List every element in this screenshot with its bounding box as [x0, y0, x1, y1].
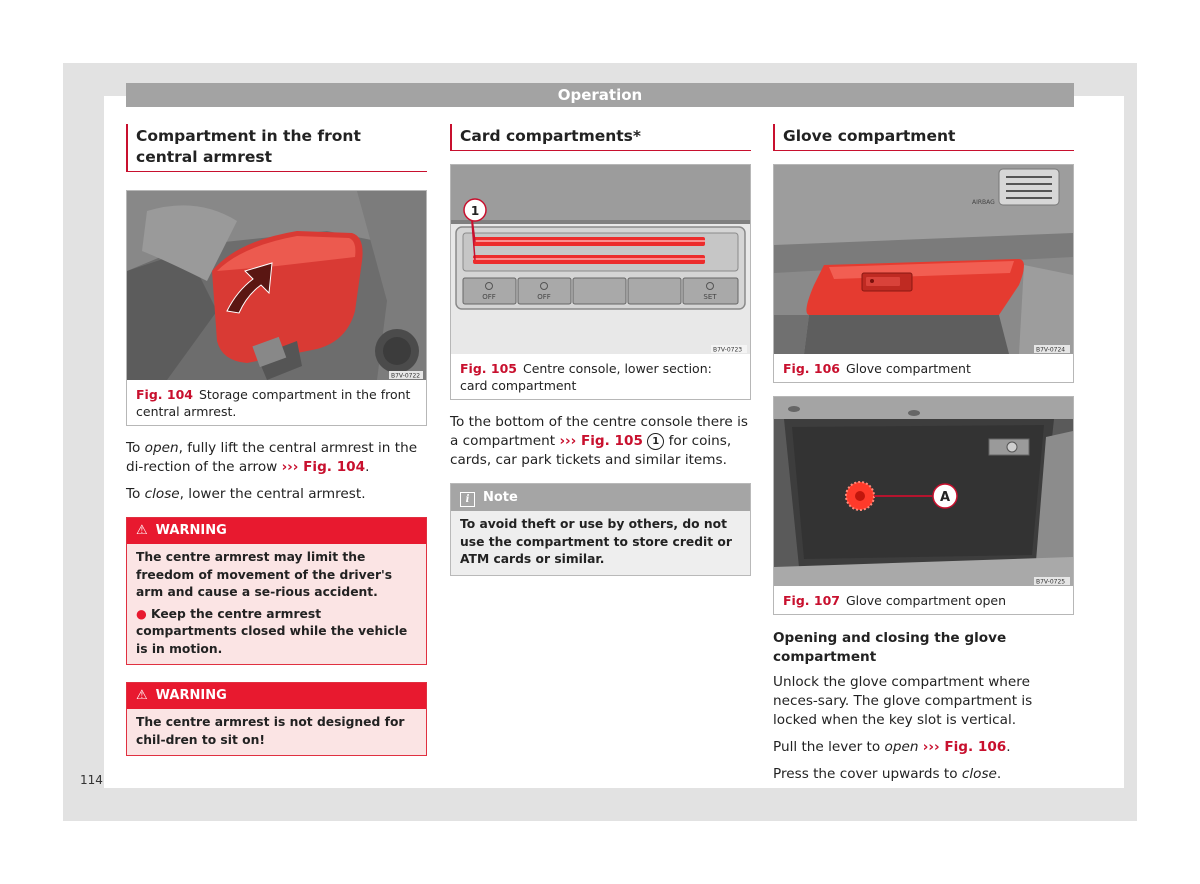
warning-body — [127, 709, 426, 755]
figure-label: Fig. 104 — [136, 387, 193, 402]
bullet-icon: ● — [136, 606, 152, 621]
figure-code-105: B7V-0723 — [713, 346, 743, 354]
glove-compartment-open-image — [774, 397, 1073, 586]
note-text: To avoid theft or use by others, do not use the compartment to store credit or ATM cards or similar. — [460, 517, 732, 566]
figure-106 — [773, 164, 1074, 383]
figure-reference-link[interactable]: ››› Fig. 105 — [559, 433, 643, 449]
figure-code-104: B7V-0722 — [391, 372, 421, 380]
column-card-compartments — [450, 124, 751, 576]
figure-caption-106 — [774, 354, 1073, 382]
text: . — [1006, 739, 1011, 755]
figure-caption-text: Storage compartment in the front central armrest. — [136, 387, 411, 419]
text-emphasis: close — [144, 486, 180, 502]
armrest-image — [127, 191, 426, 380]
page-number: 114 — [80, 773, 103, 787]
button-label: OFF — [537, 293, 551, 301]
figure-caption-text: Glove compartment — [845, 361, 971, 376]
sub-heading-opening: Opening and closing the glove compartment — [773, 630, 1007, 665]
warning-triangle-icon: ⚠ — [136, 523, 148, 538]
warning-box-2 — [126, 682, 427, 756]
figure-reference-link[interactable]: ››› Fig. 106 — [922, 739, 1007, 755]
text: To the bottom of the centre console there is a compartment — [450, 414, 748, 449]
button-label: OFF — [482, 293, 496, 301]
airbag-label: AIRBAG — [972, 199, 995, 206]
text: Pull the lever to — [773, 739, 885, 755]
button-label: SET — [703, 293, 717, 301]
figure-label: Fig. 107 — [783, 593, 840, 608]
warning-bullet — [136, 606, 417, 659]
warning-box-1 — [126, 517, 427, 665]
figure-caption-104 — [127, 380, 426, 425]
warning-title: WARNING — [155, 523, 227, 538]
console-image — [451, 165, 750, 354]
note-header — [451, 484, 750, 511]
text: To — [126, 440, 145, 456]
section-header: Operation — [126, 83, 1074, 107]
text-emphasis: close — [961, 766, 997, 782]
section-title-card: Card compartments* — [450, 124, 751, 151]
warning-body — [127, 544, 426, 664]
figure-label: Fig. 105 — [460, 361, 517, 376]
paragraph-close — [126, 485, 427, 504]
text: . — [996, 766, 1002, 782]
text-emphasis: open — [144, 440, 179, 456]
note-box — [450, 483, 751, 576]
figure-code-107: B7V-0725 — [1036, 578, 1066, 586]
text: To — [126, 486, 145, 502]
text: . — [365, 459, 370, 475]
figure-105 — [450, 164, 751, 400]
figure-label: Fig. 106 — [783, 361, 840, 376]
text: Press the cover upwards to — [773, 766, 962, 782]
paragraph-card — [450, 413, 751, 470]
figure-caption-text: Glove compartment open — [845, 593, 1007, 608]
figure-104 — [126, 190, 427, 426]
figure-caption-107 — [774, 586, 1073, 614]
paragraph-open-lever — [773, 738, 1074, 757]
figure-code-106: B7V-0724 — [1036, 346, 1066, 354]
section-title-armrest: Compartment in the front central armrest — [126, 124, 427, 172]
figure-caption-105 — [451, 354, 750, 399]
callout-number: 1 — [647, 433, 664, 450]
figure-reference-link[interactable]: ››› Fig. 104 — [281, 459, 366, 475]
paragraph-open — [126, 439, 427, 477]
text: , fully lift the central armrest in the di-rection of the arrow — [126, 440, 418, 475]
paragraph-close-cover — [773, 765, 1074, 784]
text: for coins, cards, car park tickets and similar items. — [450, 433, 732, 468]
section-title-glove: Glove compartment — [773, 124, 1074, 151]
column-armrest — [126, 124, 427, 756]
warning-header — [127, 518, 426, 544]
warning-text: The centre armrest is not designed for chil-dren to sit on! — [136, 715, 405, 747]
glove-compartment-image — [774, 165, 1073, 354]
warning-bullet-text: Keep the centre armrest compartments closed while the vehicle is in motion. — [136, 606, 408, 656]
text-emphasis: open — [884, 739, 919, 755]
callout-1: 1 — [470, 204, 480, 218]
warning-triangle-icon: ⚠ — [136, 688, 148, 703]
warning-header — [127, 683, 426, 709]
warning-title: WARNING — [155, 688, 227, 703]
column-glove-compartment — [773, 124, 1074, 784]
paragraph-unlock: Unlock the glove compartment where neces-sary. The glove compartment is locked when the key slot is vertical. — [773, 674, 1033, 728]
figure-caption-text: Centre console, lower section: card compartment — [460, 361, 712, 393]
figure-107 — [773, 396, 1074, 615]
callout-a: A — [939, 490, 951, 505]
warning-text: The centre armrest may limit the freedom of movement of the driver's arm and cause a se-rious accident. — [136, 550, 393, 599]
info-icon: i — [460, 492, 475, 507]
note-title: Note — [483, 490, 518, 505]
text: , lower the central armrest. — [179, 486, 366, 502]
